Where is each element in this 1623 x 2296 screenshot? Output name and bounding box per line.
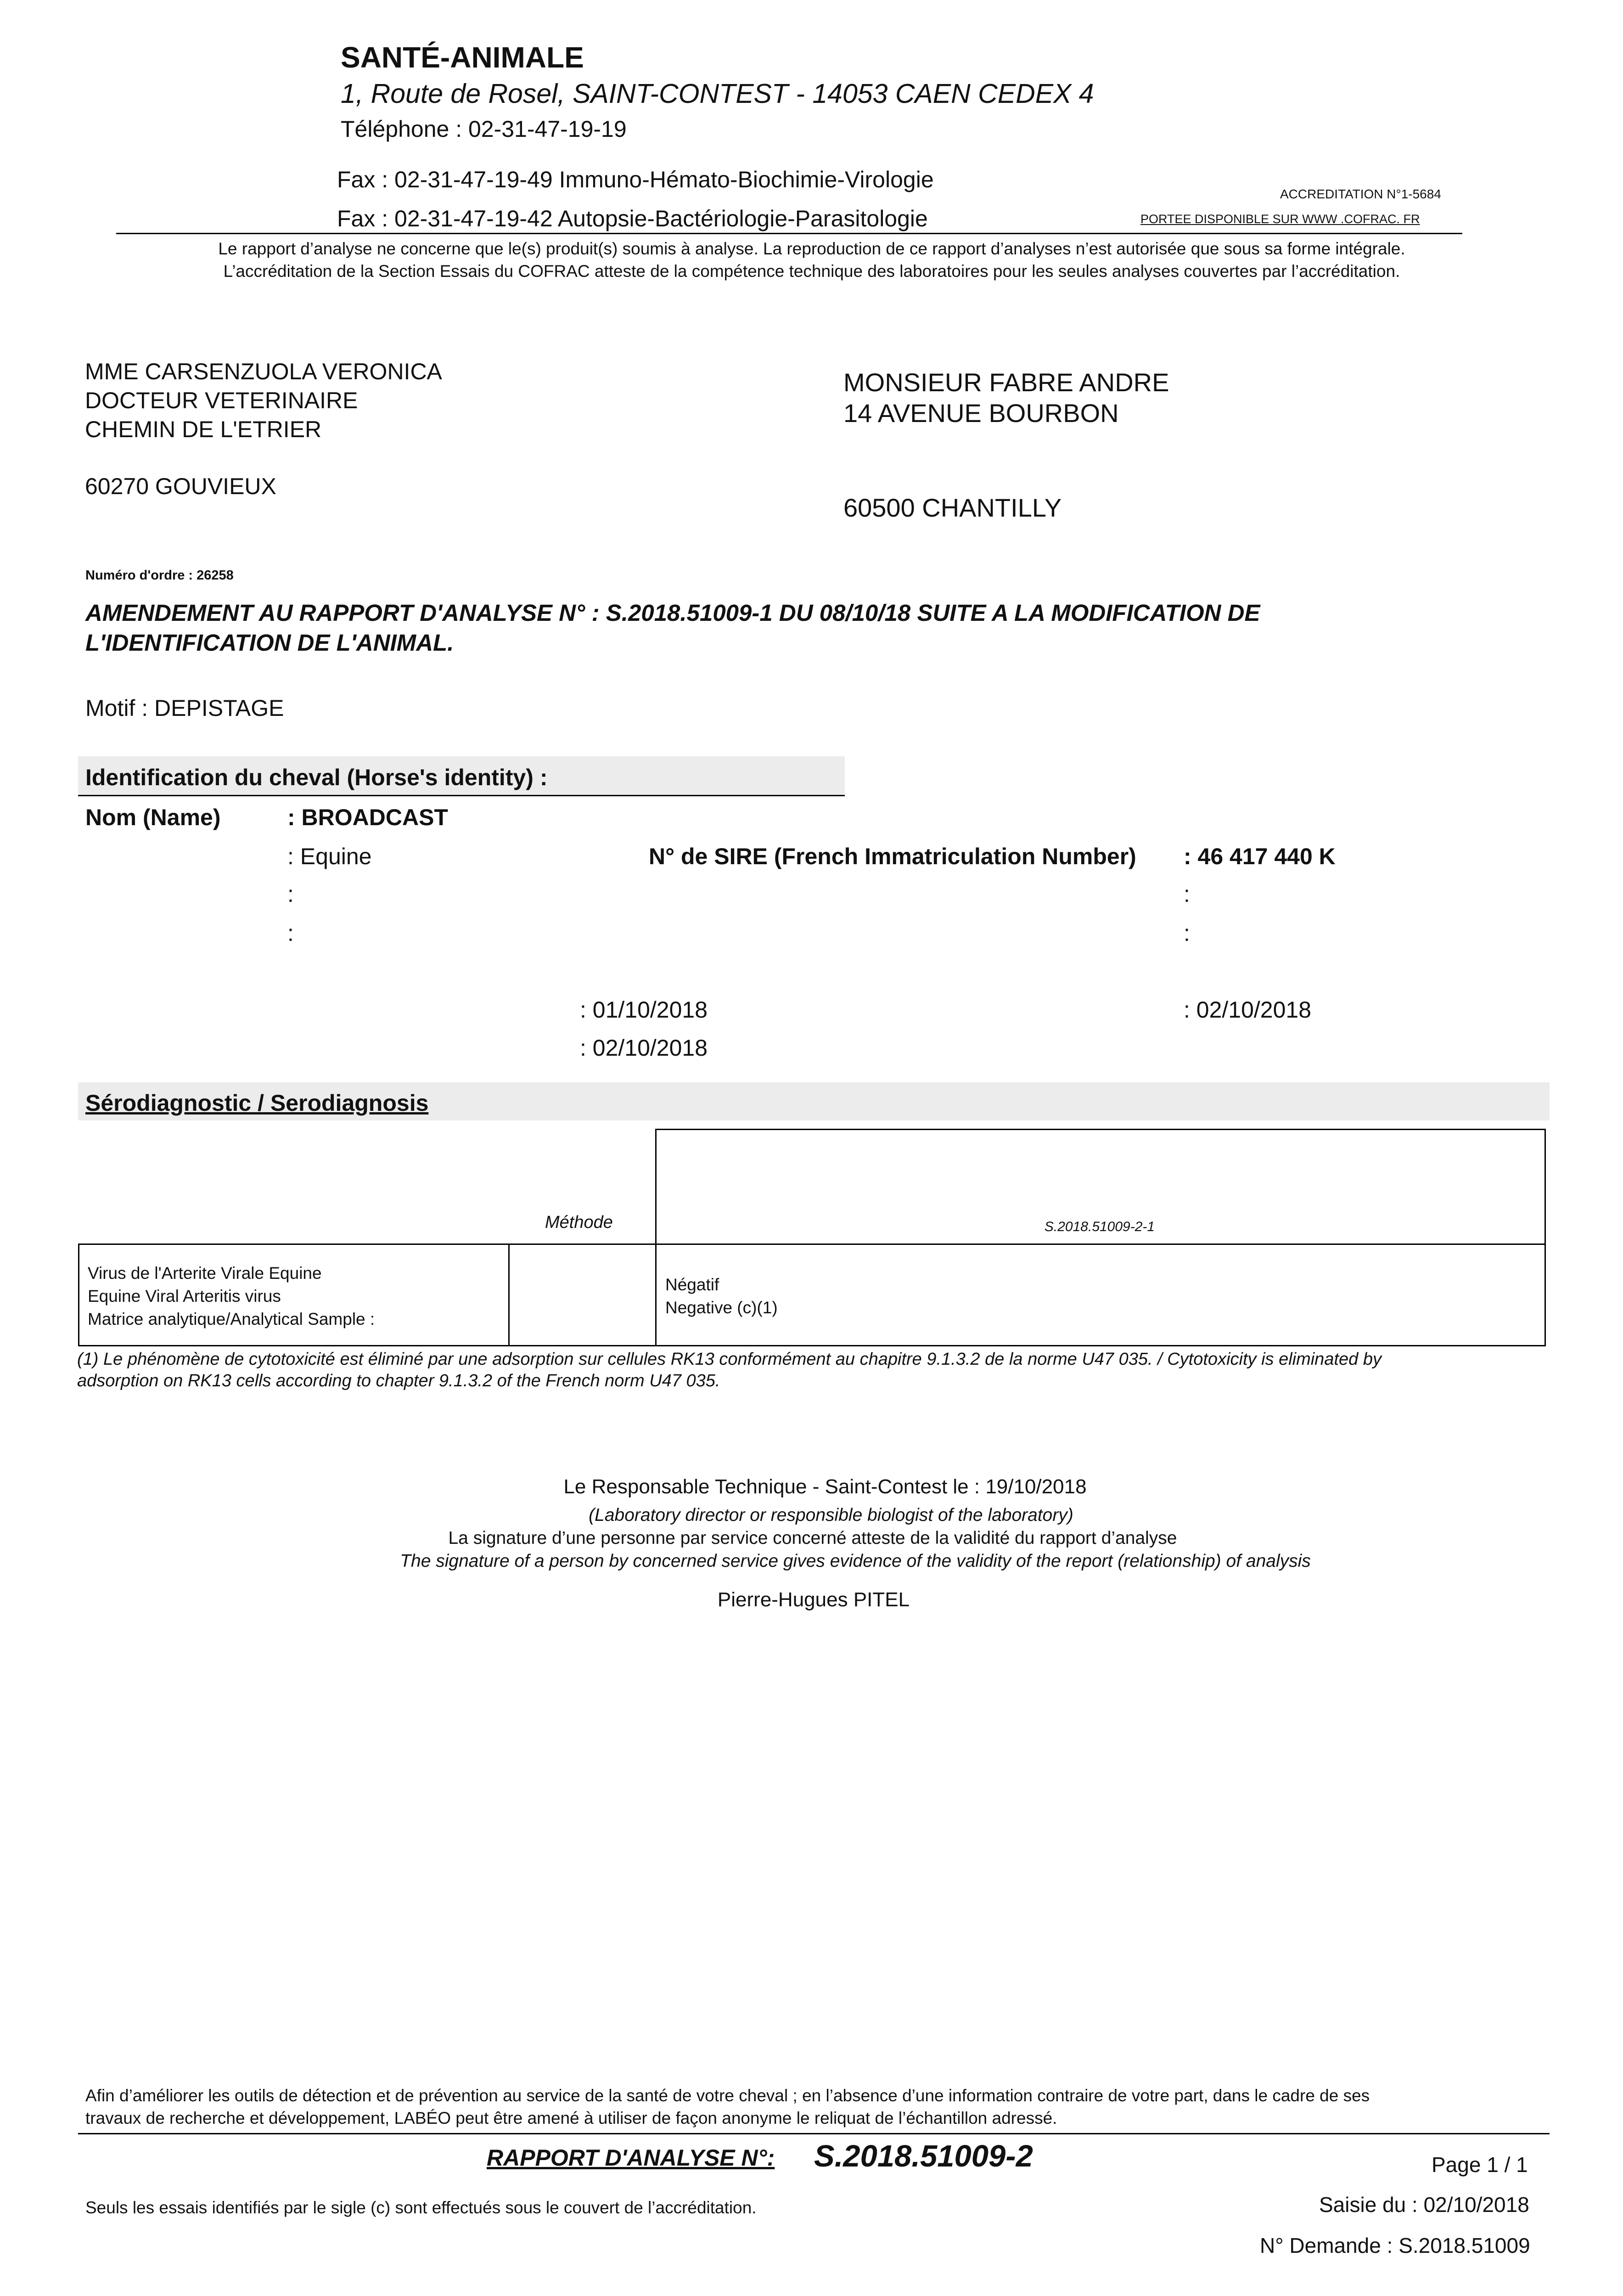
saisie-date: Saisie du : 02/10/2018 [1319,2193,1529,2217]
lab-name: SANTÉ-ANIMALE [341,41,584,74]
date-value-2: : 02/10/2018 [580,1035,708,1061]
identification-colon: : [287,881,294,907]
amendment-line-2: L'IDENTIFICATION DE L'ANIMAL. [85,630,454,656]
sender-title: DOCTEUR VETERINAIRE [85,388,358,413]
disclaimer-reproduction: Le rapport d’analyse ne concerne que le(s) produit(s) soumis à analyse. La reproduction de ce rapport d’analyses n’est autorisée que sous sa forme intégrale. [218,239,1405,258]
horse-species-value: : Equine [287,844,372,869]
recipient-street: 14 AVENUE BOURBON [843,399,1119,428]
order-number: Numéro d'ordre : 26258 [85,568,234,583]
result-row-divider [508,1244,510,1346]
footer-rule [78,2133,1550,2134]
footnote-line-2: adsorption on RK13 cells according to chapter 9.1.3.2 of the French norm U47 035. [77,1371,720,1390]
footer-notice-2: travaux de recherche et développement, LABÉO peut être amené à utiliser de façon anonyme le reliquat de l’échantillon adressé. [85,2109,1057,2127]
signature-validity-en: The signature of a person by concerned service gives evidence of the validity of the report (relationship) of analysis [400,1551,1311,1571]
footnote-line-1: (1) Le phénomène de cytotoxicité est éliminé par une adsorption sur cellules RK13 conformément au chapitre 9.1.3.2 de la norme U47 035. / Cytotoxicity is eliminated by [77,1350,1382,1369]
footer-notice-1: Afin d’améliorer les outils de détection et de prévention au service de la santé de votre cheval ; en l’absence d’une information contraire de votre part, dans le cadre de ses [85,2086,1370,2105]
report-number: S.2018.51009-2 [814,2139,1033,2173]
accreditation-note: Seuls les essais identifiés par le sigle (c) sont effectués sous le couvert de l’accréditation. [85,2198,757,2217]
identification-title: Identification du cheval (Horse's identity) : [85,765,548,790]
lab-fax-autopsie: Fax : 02-31-47-19-42 Autopsie-Bactériologie-Parasitologie [337,206,928,231]
identification-colon: : [287,920,294,946]
amendment-line-1: AMENDEMENT AU RAPPORT D'ANALYSE N° : S.2018.51009-1 DU 08/10/18 SUITE A LA MODIFICATION DE [85,600,1260,626]
lab-address: 1, Route de Rosel, SAINT-CONTEST - 14053 CAEN CEDEX 4 [341,79,1094,109]
date-value-1: : 01/10/2018 [580,997,708,1023]
result-fr: Négatif [665,1275,719,1294]
serodiagnostic-title: Sérodiagnostic / Serodiagnosis [85,1090,429,1116]
lab-fax-immuno: Fax : 02-31-47-19-49 Immuno-Hémato-Biochimie-Virologie [337,167,934,192]
recipient-city: 60500 CHANTILLY [843,493,1062,522]
accreditation-number: ACCREDITATION N°1-5684 [1280,187,1441,201]
identification-colon: : [1184,920,1190,946]
signature-responsible: Le Responsable Technique - Saint-Contest le : 19/10/2018 [563,1475,1087,1498]
report-number-label: RAPPORT D'ANALYSE N°: [487,2145,775,2171]
horse-name-label: Nom (Name) [85,805,221,830]
sire-label: N° de SIRE (French Immatriculation Number) [649,844,1136,869]
signature-director-note: (Laboratory director or responsible biologist of the laboratory) [589,1505,1073,1525]
sire-value: : 46 417 440 K [1184,844,1336,869]
analysis-name-fr: Virus de l'Arterite Virale Equine [88,1264,322,1283]
signatory-name: Pierre-Hugues PITEL [717,1588,910,1611]
signature-validity-fr: La signature d’une personne par service concerné atteste de la validité du rapport d’analyse [448,1528,1177,1548]
motif: Motif : DEPISTAGE [85,695,284,721]
sender-name: MME CARSENZUOLA VERONICA [85,359,442,384]
analysis-name-en: Equine Viral Arteritis virus [88,1287,281,1306]
demande-number: N° Demande : S.2018.51009 [1260,2234,1530,2257]
result-row-divider [655,1244,657,1346]
page-indicator: Page 1 / 1 [1432,2153,1528,2177]
sender-city: 60270 GOUVIEUX [85,473,276,499]
sample-id-header: S.2018.51009-2-1 [1044,1219,1155,1234]
analysis-sample-label: Matrice analytique/Analytical Sample : [88,1310,375,1328]
date-value-3: : 02/10/2018 [1184,997,1312,1023]
lab-phone: Téléphone : 02-31-47-19-19 [341,116,627,142]
method-header: Méthode [545,1213,613,1232]
result-en: Negative (c)(1) [665,1298,778,1317]
identification-header-rule [78,795,845,796]
recipient-name: MONSIEUR FABRE ANDRE [843,368,1169,397]
cofrac-link[interactable]: PORTEE DISPONIBLE SUR WWW .COFRAC. FR [1140,212,1420,226]
result-row-box [78,1244,1546,1346]
identification-colon: : [1184,881,1190,907]
sender-street: CHEMIN DE L'ETRIER [85,416,322,442]
disclaimer-accreditation: L’accréditation de la Section Essais du COFRAC atteste de la compétence technique des laboratoires pour les seules analyses couvertes par l’accréditation. [223,262,1400,281]
header-rule [116,233,1462,234]
horse-name-value: : BROADCAST [287,805,448,830]
